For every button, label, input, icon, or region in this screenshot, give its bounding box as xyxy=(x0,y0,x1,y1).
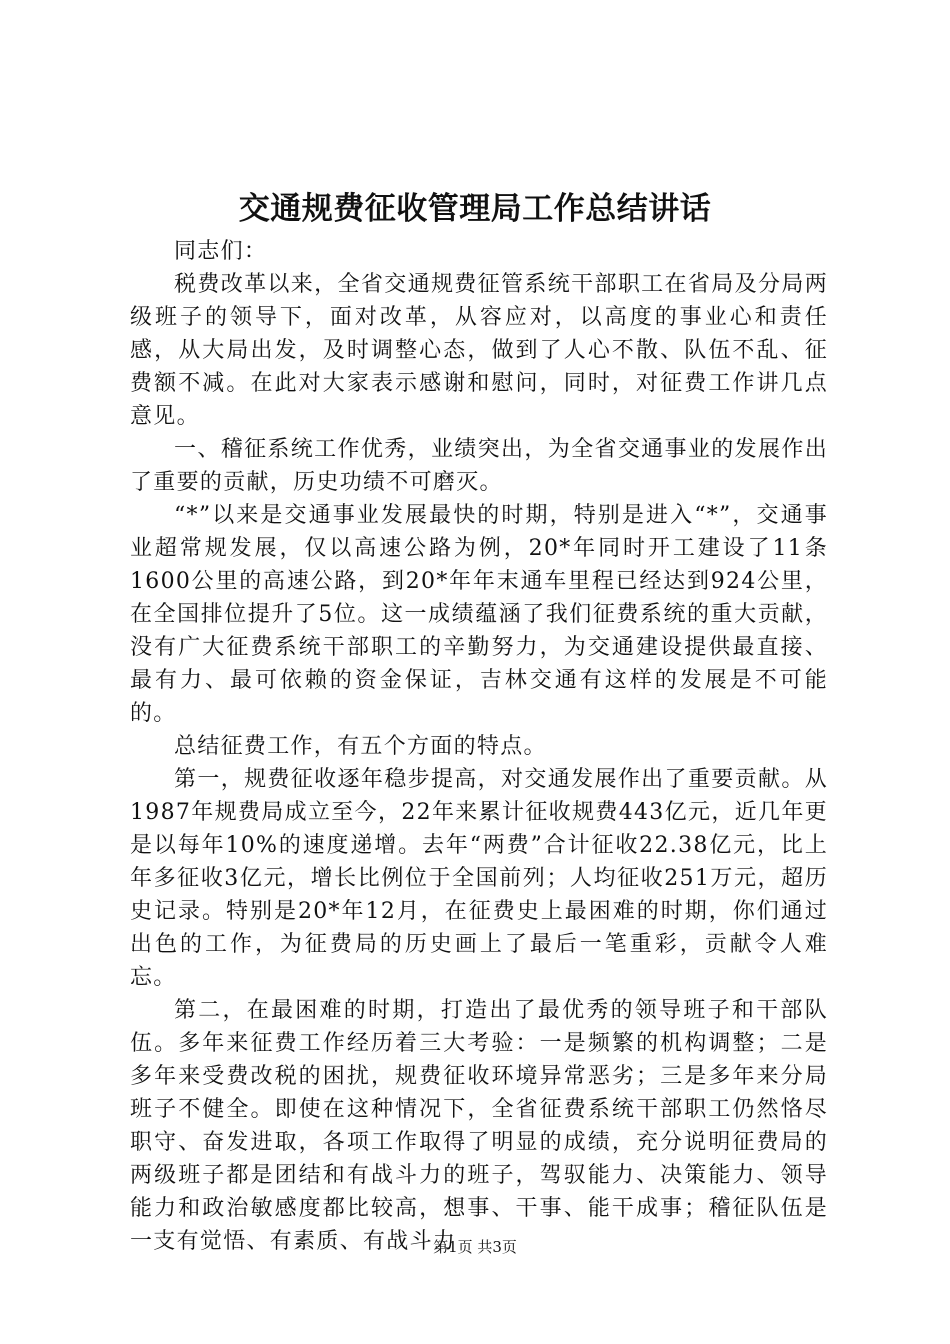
paragraph: 一、稽征系统工作优秀，业绩突出，为全省交通事业的发展作出了重要的贡献，历史功绩不可磨灭。 xyxy=(130,437,828,495)
document-title: 交通规费征收管理局工作总结讲话 xyxy=(238,191,712,227)
paragraph: 总结征费工作，有五个方面的特点。 xyxy=(174,734,547,759)
salutation: 同志们： xyxy=(174,239,268,264)
document-body xyxy=(130,235,828,1258)
paragraph: “*”以来是交通事业发展最快的时期，特别是进入“*”，交通事业超常规发展，仅以高速公路为例，20*年同时开工建设了11条1600公里的高速公路，到20*年年末通车里程已经达到924公里，在全国排位提升了5位。这一成绩蕴涵了我们征费系统的重大贡献，没有广大征费系统干部职工的辛勤努力，为交通建设提供最直接、最有力、最可依赖的资金保证，吉林交通有这样的发展是不可能的。 xyxy=(130,503,828,726)
paragraph: 第二，在最困难的时期，打造出了最优秀的领导班子和干部队伍。多年来征费工作经历着三大考验：一是频繁的机构调整；二是多年来受费改税的困扰，规费征收环境异常恶劣；三是多年来分局班子不健全。即使在这种情况下，全省征费系统干部职工仍然恪尽职守、奋发进取，各项工作取得了明显的成绩，充分说明征费局的两级班子都是团结和有战斗力的班子，驾驭能力、决策能力、领导能力和政治敏感度都比较高，想事、干事、能干成事；稽征队伍是一支有觉悟、有素质、有战斗力 xyxy=(130,998,828,1254)
paragraph: 第一，规费征收逐年稳步提高，对交通发展作出了重要贡献。从1987年规费局成立至今，22年来累计征收规费443亿元，近几年更是以每年10%的速度递增。去年“两费”合计征收22.38亿元，比上年多征收3亿元，增长比例位于全国前列；人均征收251万元，超历史记录。特别是20*年12月，在征费史上最困难的时期，你们通过出色的工作，为征费局的历史画上了最后一笔重彩，贡献令人难忘。 xyxy=(130,767,828,990)
paragraph: 税费改革以来，全省交通规费征管系统干部职工在省局及分局两级班子的领导下，面对改革，从容应对，以高度的事业心和责任感，从大局出发，及时调整心态，做到了人心不散、队伍不乱、征费额不减。在此对大家表示感谢和慰问，同时，对征费工作讲几点意见。 xyxy=(130,272,828,429)
page-number: 第1页 共3页 xyxy=(433,1238,517,1256)
